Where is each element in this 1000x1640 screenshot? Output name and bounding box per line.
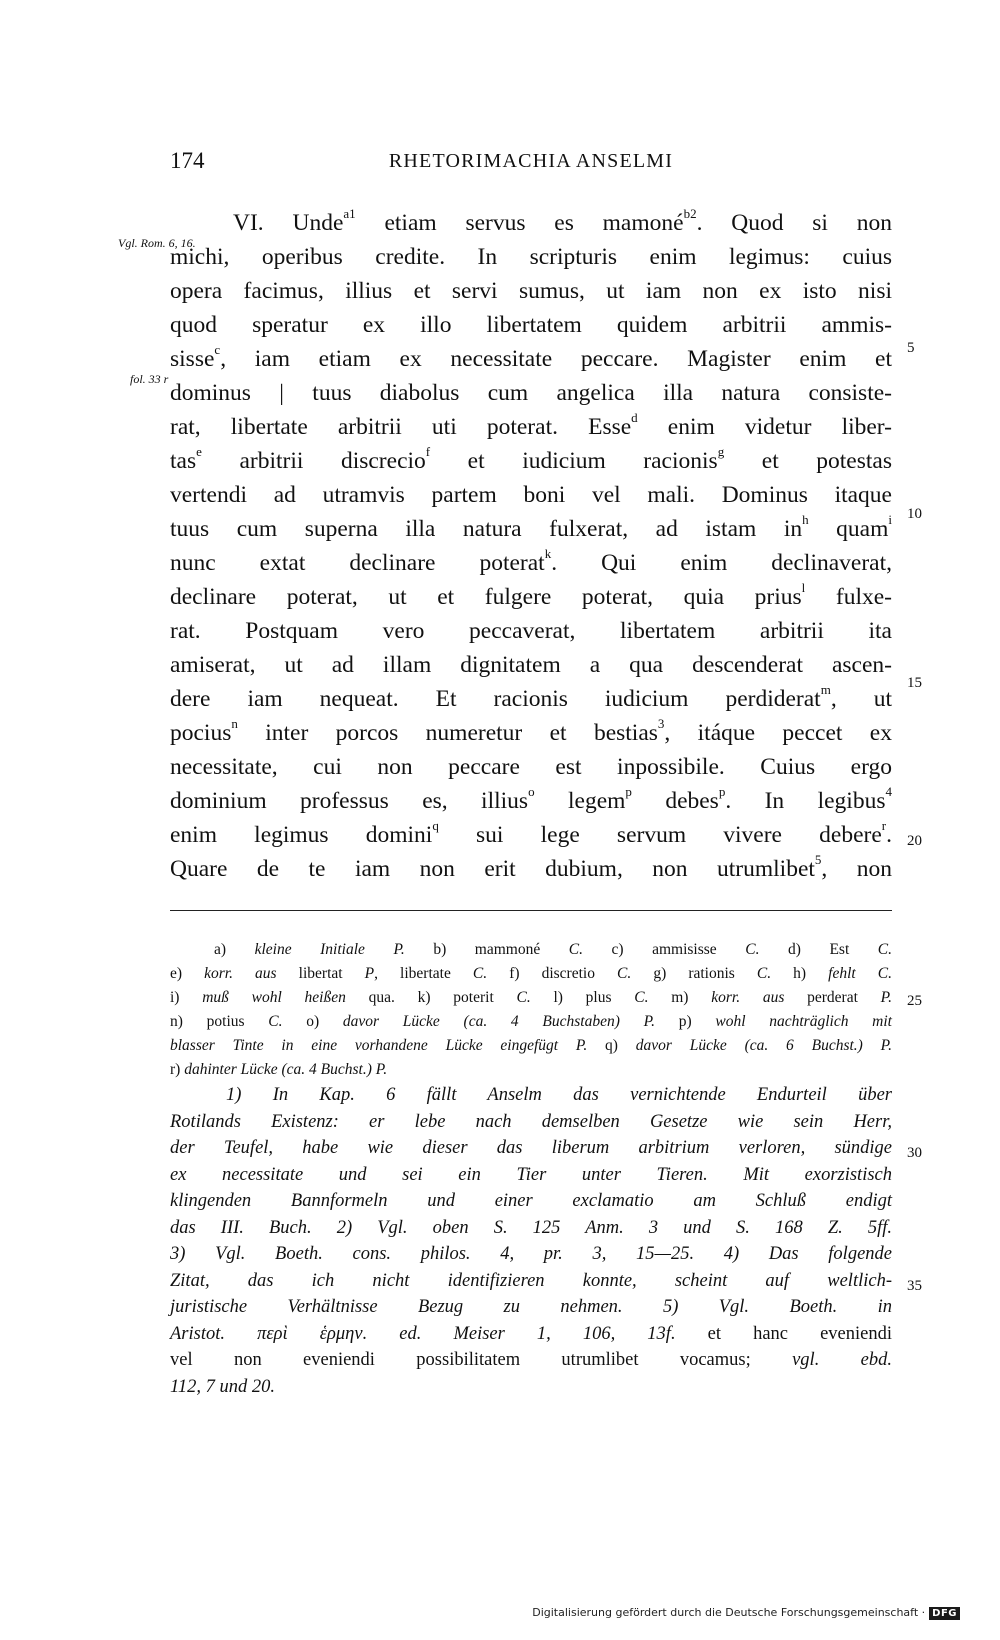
footnote-line: 112, 7 und 20. [170,1376,276,1397]
credit-text: Digitalisierung gefördert durch die Deutsche Forschungsgemeinschaft · [532,1606,926,1619]
footnote-line: klingenden Bannformeln und einer exclamatio am Schluß endigt [170,1191,892,1211]
apparatus-line: i) muß wohl heißen qua. k) poterit C. l) plus C. m) korr. aus perderat P. [170,989,892,1006]
text-line: dominus | tuus diabolus cum angelica illa natura consiste- [170,380,892,406]
footnote-line: 3) Vgl. Boeth. cons. philos. 4, pr. 3, 15—25. 4) Das folgende [170,1244,892,1264]
footnote-line: Zitat, das ich nicht identifizieren konnte, scheint auf weltlich- [170,1270,892,1291]
footnote-line: der Teufel, habe wie dieser das liberum arbitrium verloren, sündige [170,1138,892,1158]
line-number: 5 [907,340,915,356]
dfg-logo: DFG [929,1607,960,1620]
footnote-line: 1) In Kap. 6 fällt Anselm das vernichtende Endurteil über [226,1085,892,1105]
text-line: amiserat, ut ad illam dignitatem a qua descenderat ascen- [170,652,892,678]
line-number: 15 [907,675,922,691]
page-header [170,148,892,178]
line-number: 20 [907,833,922,849]
running-title: RHETORIMACHIA ANSELMI [388,150,674,172]
commentary-footnotes [170,1082,892,1400]
text-line: Quare de te iam non erit dubium, non utrumlibet$^5$, non [170,852,893,882]
footnote-line: Aristot. περὶ ἑρμην. ed. Meiser 1, 106, 13f. et hanc eveniendi [170,1323,893,1344]
text-line: quod speratur ex illo libertatem quidem arbitrii ammis- [170,312,892,338]
margin-note-folio: fol. 33 r [130,372,169,386]
text-line: enim legimus domini$^q$ sui lege servum vivere debere$^r$. [170,818,892,848]
text-line: michi, operibus credite. In scripturis enim legimus: cuius [170,244,892,270]
line-number: 35 [907,1278,922,1294]
text-line: declinare poterat, ut et fulgere poterat, quia prius$^l$ fulxe- [170,580,892,610]
apparatus-line: e) korr. aus libertat P, libertate C. f) discretio C. g) rationis C. h) fehlt C. [170,965,893,982]
critical-apparatus [170,938,892,1082]
text-line: dere iam nequeat. Et racionis iudicium perdiderat$^m$, ut [170,682,893,712]
text-line: dominium professus es, illius$^o$ legem$^p$ debes$^p$. In legibus$^4$ [170,784,892,814]
footnote-line: das III. Buch. 2) Vgl. oben S. 125 Anm. 3 und S. 168 Z. 5ff. [170,1217,892,1238]
line-number: 10 [907,506,922,522]
text-line: necessitate, cui non peccare est inpossibile. Cuius ergo [170,754,892,780]
text-line: rat, libertate arbitrii uti poterat. Esse$^d$ enim videtur liber- [170,410,892,440]
footnote-line: juristische Verhältnisse Bezug zu nehmen. 5) Vgl. Boeth. in [170,1297,892,1317]
apparatus-line: r) dahinter Lücke (ca. 4 Buchst.) P. [170,1061,388,1078]
text-line: opera facimus, illius et servi sumus, ut iam non ex isto nisi [170,278,892,304]
text-line: tas$^e$ arbitrii discrecio$^f$ et iudicium racionis$^g$ et potestas [170,444,892,474]
text-line: VI. Unde$^{a1}$ etiam servus es mamoné$^{b2}$. Quod si non [233,206,892,236]
footnote-line: vel non eveniendi possibilitatem utrumlibet vocamus; vgl. ebd. [170,1350,892,1370]
line-number: 30 [907,1145,922,1161]
text-line: pocius$^n$ inter porcos numeretur et bestias$^3$, itáque peccet ex [170,716,892,746]
main-text [170,206,892,886]
page-number: 174 [170,148,205,173]
text-line: sisse$^c$, iam etiam ex necessitate peccare. Magister enim et [170,342,892,372]
text-line: tuus cum superna illa natura fulxerat, ad istam $in^h$ quam$^i$ [170,512,892,542]
digitization-credit [532,1606,960,1620]
footnote-line: ex necessitate und sei ein Tier unter Tieren. Mit exorzistisch [170,1164,892,1185]
text-line: nunc extat declinare poterat$^k$. Qui enim declinaverat, [170,546,892,576]
text-line: vertendi ad utramvis partem boni vel mali. Dominus itaque [170,482,892,508]
apparatus-line: blasser Tinte in eine vorhandene Lücke eingefügt P. q) davor Lücke (ca. 6 Buchst.) P. [170,1037,892,1054]
text-line: rat. Postquam vero peccaverat, libertatem arbitrii ita [170,618,892,644]
apparatus-line: n) potius C. o) davor Lücke (ca. 4 Buchstaben) P. p) wohl nachträglich mit [170,1013,892,1030]
line-number: 25 [907,993,922,1009]
footnote-divider [170,910,892,911]
footnote-line: Rotilands Existenz: er lebe nach demselben Gesetze wie sein Herr, [170,1111,892,1132]
apparatus-line: a) kleine Initiale P. b) mammoné C. c) ammisisse C. d) Est C. [214,941,893,958]
margin-note-scripture-reference: Vgl. Rom. 6, 16. [118,236,196,250]
